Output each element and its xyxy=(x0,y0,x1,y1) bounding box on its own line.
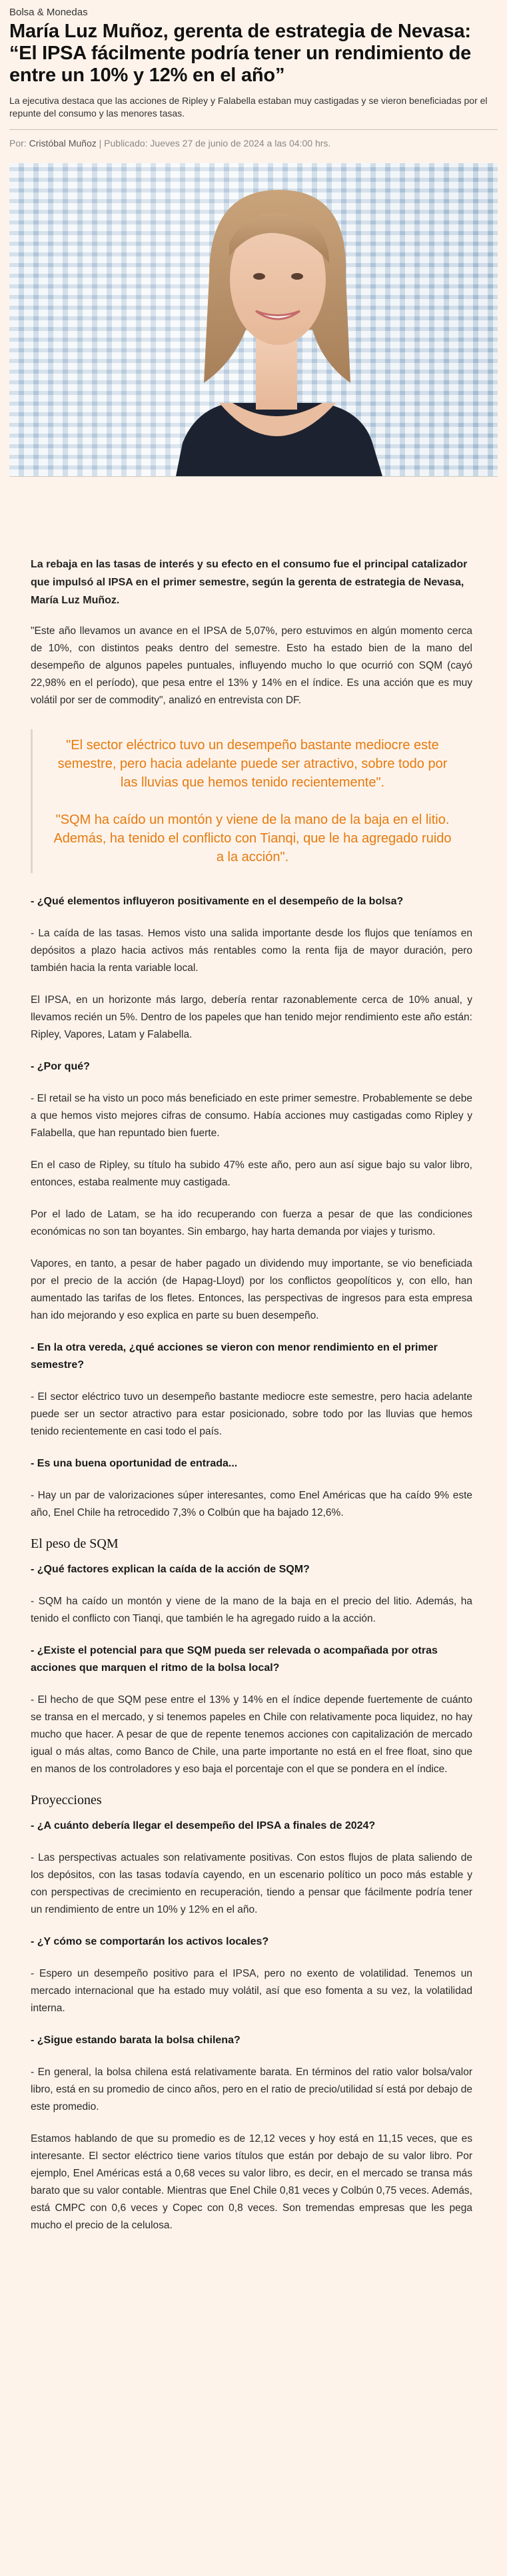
publish-date: Publicado: Jueves 27 de junio de 2024 a las 04:00 hrs. xyxy=(104,138,331,149)
headline: María Luz Muñoz, gerenta de estrategia de Nevasa: “El IPSA fácilmente podría tener un rendimiento de entre un 10% y 12% en el año” xyxy=(9,21,472,86)
byline xyxy=(9,137,498,150)
paragraph: En el caso de Ripley, su título ha subido 47% este año, pero aun así sigue bajo su valor libro, entonces, estaba realmente muy castigada. xyxy=(31,1159,472,1188)
interview-question: - ¿Y cómo se comportarán los activos locales? xyxy=(31,1936,269,1947)
article-body xyxy=(0,555,507,2234)
interview-question: - ¿Por qué? xyxy=(31,1061,90,1072)
interview-answer: - Hay un par de valorizaciones súper interesantes, como Enel Américas que ha caído 9% este año, Enel Chile ha retrocedido 7,3% o Colbún que ha bajado 12,6%. xyxy=(31,1490,472,1518)
section-label[interactable]: Bolsa & Monedas xyxy=(9,7,88,18)
interview-answer: - La caída de las tasas. Hemos visto una salida importante desde los flujos que teníamos en depósitos a plazo hacia activos más rentables como la renta fija de mayor duración, pero también hacia la renta variable local. xyxy=(31,928,472,974)
paragraph: Estamos hablando de que su promedio es de 12,12 veces y hoy está en 11,15 veces, que es interesante. El sector eléctrico tiene varios títulos que están por debajo de su valor libro. Por ejemplo, Enel Américas está a 0,68 veces su valor libro, es decir, en el mercado se transa más barato que su valor contable. Mientras que Enel Chile 0,81 veces y Colbún 0,75 veces. Además, está CMPC con 0,6 veces y Copec con 0,8 veces. Son tremendas empresas que les pega mucho el precio de la celulosa. xyxy=(31,2133,472,2231)
hero-divider xyxy=(9,476,498,477)
hero-photo xyxy=(9,163,498,476)
interview-answer: - El sector eléctrico tuvo un desempeño bastante mediocre este semestre, pero hacia adelante puede ser un sector atractivo para estar posicionado, sobre todo por las lluvias que hemos tenido recientemente en casi todo el país. xyxy=(31,1391,472,1437)
author-name[interactable]: Cristóbal Muñoz xyxy=(29,138,97,149)
interview-question: - ¿Existe el potencial para que SQM pueda ser relevada o acompañada por otras acciones que marquen el ritmo de la bolsa local? xyxy=(31,1645,438,1674)
interview-answer: - Espero un desempeño positivo para el IPSA, pero no exento de volatilidad. Tenemos un mercado internacional que ha estado muy volátil, así que eso fomenta a su vez, la volatilidad interna. xyxy=(31,1968,472,2014)
section-heading: Proyecciones xyxy=(31,1793,102,1807)
pull-quote: "SQM ha caído un montón y viene de la mano de la baja en el litio. Además, ha tenido el conflicto con Tianqi, que le ha agregado ruido a la acción". xyxy=(53,812,452,864)
interview-answer: - SQM ha caído un montón y viene de la mano de la baja en el precio del litio. Además, ha tenido el conflicto con Tianqi, que también le ha agregado ruido a la acción. xyxy=(31,1596,472,1624)
interview-answer: - En general, la bolsa chilena está relativamente barata. En términos del ratio valor bolsa/valor libro, está en su promedio de cinco años, pero en el ratio de precio/utilidad sí está por debajo de este promedio. xyxy=(31,2067,472,2112)
header-divider xyxy=(9,129,498,130)
paragraph: El IPSA, en un horizonte más largo, debería rentar razonablemente cerca de 10% anual, y llevamos recién un 5%. Dentro de los papeles que han tenido mejor rendimiento este año están: Ripley, Vapores, Latam y Falabella. xyxy=(31,994,472,1040)
lead-paragraph: La rebaja en las tasas de interés y su efecto en el consumo fue el principal catalizador que impulsó al IPSA en el primer semestre, según la gerenta de estrategia de Nevasa, María Luz Muñoz. xyxy=(31,559,468,606)
pull-quote-block xyxy=(31,729,472,873)
section-heading: El peso de SQM xyxy=(31,1536,119,1551)
portrait-photo-icon xyxy=(9,163,498,476)
byline-separator: | xyxy=(96,138,105,149)
paragraph: "Este año llevamos un avance en el IPSA de 5,07%, pero estuvimos en algún momento cerca de 10%, con distintos peaks dentro del semestre. Esto ha estado bien de la mano del desempeño de algunos papeles puntuales, influyendo mucho lo que ocurrió con SQM (cayó 22,98% en el período), que pesa entre el 13% y 14% en el índice. Es una acción que es muy volátil por ser de commodity", analizó en entrevista con DF. xyxy=(31,625,472,706)
interview-question: - ¿Qué factores explican la caída de la acción de SQM? xyxy=(31,1564,310,1575)
pull-quote: "El sector eléctrico tuvo un desempeño bastante mediocre este semestre, pero hacia adelante puede ser atractivo, sobre todo por las lluvias que hemos tenido recientemente". xyxy=(57,738,448,790)
interview-answer: - Las perspectivas actuales son relativamente positivas. Con estos flujos de plata saliendo de los depósitos, con las tasas todavía cayendo, en un escenario político un poco más estable y con perspectivas de crecimiento en recuperación, tiendo a pensar que fácilmente podría tener un rendimiento de entre un 10% y 12% en el año. xyxy=(31,1852,472,1915)
interview-answer: - El hecho de que SQM pese entre el 13% y 14% en el índice depende fuertemente de cuánto se transa en el mercado, y si tenemos papeles en Chile con relativamente poca liquidez, no hay mucho que hacer. A pesar de que de repente tenemos acciones con capitalización de mercado igual o más altas, como Banco de Chile, una parte importante no está en el free float, sino que en manos de los controladores y eso baja el porcentaje con el que se pondera en el índice. xyxy=(31,1694,472,1775)
interview-question: - ¿Qué elementos influyeron positivamente en el desempeño de la bolsa? xyxy=(31,896,404,907)
paragraph: Vapores, en tanto, a pesar de haber pagado un dividendo muy importante, se vio beneficiada por el precio de la acción (de Hapag-Lloyd) por los conflictos geopolíticos y, con ello, han aumentado las tarifas de los fletes. Entonces, las perspectivas de ingresos para esta empresa han ido mejorando y eso explica en parte su buen desempeño. xyxy=(31,1258,472,1321)
interview-question: - Es una buena oportunidad de entrada... xyxy=(31,1458,238,1469)
interview-answer: - El retail se ha visto un poco más beneficiado en este primer semestre. Probablemente se debe a que hemos visto mejores cifras de consumo. Había acciones muy castigadas como Ripley y Falabella, que han repuntado bien fuerte. xyxy=(31,1093,472,1139)
subheadline: La ejecutiva destaca que las acciones de Ripley y Falabella estaban muy castigadas y se vieron beneficiadas por el repunte del consumo y las menores tasas. xyxy=(9,95,488,119)
interview-question: - En la otra vereda, ¿qué acciones se vieron con menor rendimiento en el primer semestre? xyxy=(31,1342,438,1371)
paragraph: Por el lado de Latam, se ha ido recuperando con fuerza a pesar de que las condiciones económicas no son tan boyantes. Sin embargo, hay harta demanda por viajes y turismo. xyxy=(31,1209,472,1237)
interview-question: - ¿Sigue estando barata la bolsa chilena? xyxy=(31,2035,241,2046)
article-header xyxy=(0,0,507,150)
interview-question: - ¿A cuánto debería llegar el desempeño del IPSA a finales de 2024? xyxy=(31,1820,376,1831)
byline-prefix: Por: xyxy=(9,138,29,149)
